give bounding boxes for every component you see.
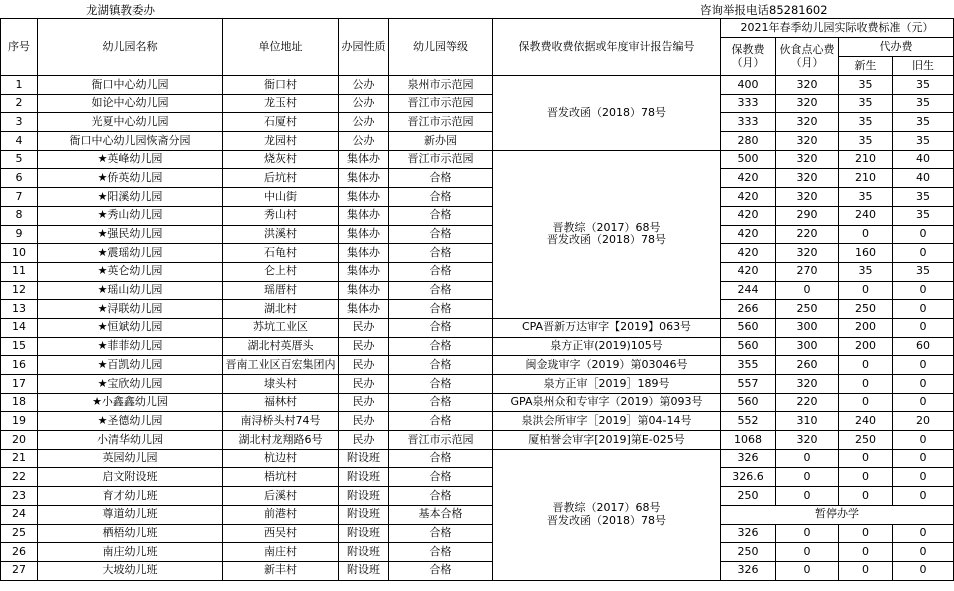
cell-old: 35 <box>893 206 954 225</box>
cell-address: 福林村 <box>223 393 339 412</box>
cell-name: 尊道幼儿班 <box>38 505 223 524</box>
cell-name: 衙口中心幼儿园 <box>38 76 223 95</box>
cell-meal: 320 <box>776 188 839 207</box>
hotline-label: 咨询举报电话85281602 <box>700 3 828 17</box>
cell-meal: 320 <box>776 150 839 169</box>
cell-new: 35 <box>839 113 893 132</box>
cell-new: 35 <box>839 262 893 281</box>
cell-old: 60 <box>893 337 954 356</box>
cell-old: 0 <box>893 356 954 375</box>
cell-meal: 290 <box>776 206 839 225</box>
cell-nature: 公办 <box>339 94 389 113</box>
table-row <box>1 431 954 450</box>
cell-seq: 14 <box>1 318 38 337</box>
table-row <box>1 225 954 244</box>
table-row <box>1 318 954 337</box>
cell-name: ★浔联幼儿园 <box>38 300 223 319</box>
col-tuition: 保教费（月） <box>721 38 776 76</box>
cell-name: 英园幼儿园 <box>38 449 223 468</box>
cell-nature: 民办 <box>339 318 389 337</box>
cell-nature: 附设班 <box>339 505 389 524</box>
cell-seq: 8 <box>1 206 38 225</box>
sheet-header <box>0 0 954 18</box>
cell-new: 210 <box>839 169 893 188</box>
cell-nature: 公办 <box>339 132 389 151</box>
table-row <box>1 468 954 487</box>
cell-nature: 集体办 <box>339 150 389 169</box>
cell-level: 合格 <box>389 375 493 394</box>
cell-meal: 270 <box>776 262 839 281</box>
cell-nature: 民办 <box>339 375 389 394</box>
cell-name: ★瑶山幼儿园 <box>38 281 223 300</box>
cell-new: 0 <box>839 393 893 412</box>
cell-seq: 16 <box>1 356 38 375</box>
cell-seq: 20 <box>1 431 38 450</box>
cell-address: 苏坑工业区 <box>223 318 339 337</box>
cell-level: 合格 <box>389 244 493 263</box>
cell-nature: 民办 <box>339 356 389 375</box>
table-row <box>1 94 954 113</box>
table-row <box>1 449 954 468</box>
cell-address: 龙玉村 <box>223 94 339 113</box>
cell-meal: 0 <box>776 561 839 580</box>
cell-old: 0 <box>893 487 954 506</box>
cell-level: 合格 <box>389 169 493 188</box>
table-row <box>1 188 954 207</box>
basis-line: 晋发改函（2018）78号 <box>547 513 666 527</box>
cell-nature: 民办 <box>339 337 389 356</box>
cell-name: ★英峰幼儿园 <box>38 150 223 169</box>
cell-seq: 11 <box>1 262 38 281</box>
cell-meal: 320 <box>776 244 839 263</box>
col-meal: 伙食点心费（月） <box>776 38 839 76</box>
cell-seq: 25 <box>1 524 38 543</box>
cell-tuition: 326 <box>721 561 776 580</box>
cell-tuition: 560 <box>721 393 776 412</box>
cell-meal: 0 <box>776 543 839 562</box>
cell-new: 35 <box>839 188 893 207</box>
cell-level: 新办园 <box>389 132 493 151</box>
cell-address: 后溪村 <box>223 487 339 506</box>
cell-level: 合格 <box>389 281 493 300</box>
cell-new: 200 <box>839 337 893 356</box>
cell-name: ★菲菲幼儿园 <box>38 337 223 356</box>
cell-old: 0 <box>893 468 954 487</box>
cell-tuition: 250 <box>721 487 776 506</box>
cell-seq: 13 <box>1 300 38 319</box>
table-row <box>1 132 954 151</box>
table-row <box>1 113 954 132</box>
cell-new: 0 <box>839 281 893 300</box>
cell-level: 合格 <box>389 487 493 506</box>
col-basis: 保教费收费依据或年度审计报告编号 <box>493 19 721 76</box>
cell-nature: 附设班 <box>339 543 389 562</box>
cell-old: 35 <box>893 113 954 132</box>
cell-level: 合格 <box>389 262 493 281</box>
cell-meal: 0 <box>776 524 839 543</box>
cell-seq: 27 <box>1 561 38 580</box>
table-row <box>1 487 954 506</box>
cell-name: 光夏中心幼儿园 <box>38 113 223 132</box>
table-row <box>1 150 954 169</box>
cell-address: 秀山村 <box>223 206 339 225</box>
cell-level: 合格 <box>389 356 493 375</box>
cell-new: 0 <box>839 375 893 394</box>
cell-new: 35 <box>839 94 893 113</box>
col-standard: 2021年春季幼儿园实际收费标准（元） <box>721 19 954 38</box>
cell-level: 晋江市示范园 <box>389 150 493 169</box>
cell-address: 石龟村 <box>223 244 339 263</box>
cell-basis: CPA晋新万达审字【2019】063号 <box>493 318 721 337</box>
col-seq: 序号 <box>1 19 38 76</box>
cell-name: 栖梧幼儿班 <box>38 524 223 543</box>
cell-address: 洪溪村 <box>223 225 339 244</box>
cell-new: 240 <box>839 412 893 431</box>
cell-new: 250 <box>839 431 893 450</box>
cell-old: 40 <box>893 169 954 188</box>
cell-old: 0 <box>893 431 954 450</box>
cell-meal: 300 <box>776 318 839 337</box>
cell-name: 南庄幼儿班 <box>38 543 223 562</box>
cell-address: 前港村 <box>223 505 339 524</box>
cell-seq: 21 <box>1 449 38 468</box>
cell-name: ★圣德幼儿园 <box>38 412 223 431</box>
cell-name: 大坡幼儿班 <box>38 561 223 580</box>
cell-meal: 300 <box>776 337 839 356</box>
cell-seq: 24 <box>1 505 38 524</box>
cell-level: 合格 <box>389 188 493 207</box>
cell-nature: 集体办 <box>339 300 389 319</box>
cell-old: 35 <box>893 76 954 95</box>
cell-address: 中山街 <box>223 188 339 207</box>
table-row <box>1 206 954 225</box>
basis-line: 晋发改函（2018）78号 <box>547 233 666 247</box>
cell-address: 龙园村 <box>223 132 339 151</box>
col-address: 单位地址 <box>223 19 339 76</box>
cell-seq: 1 <box>1 76 38 95</box>
cell-basis: 闽金珑审字（2019）第03046号 <box>493 356 721 375</box>
col-level: 幼儿园等级 <box>389 19 493 76</box>
cell-basis: 泉方正审(2019)105号 <box>493 337 721 356</box>
cell-tuition: 420 <box>721 262 776 281</box>
table-row <box>1 375 954 394</box>
cell-old: 0 <box>893 561 954 580</box>
cell-basis: GPA泉州众和专审字（2019）第093号 <box>493 393 721 412</box>
cell-address: 后坑村 <box>223 169 339 188</box>
cell-level: 晋江市示范园 <box>389 431 493 450</box>
cell-tuition: 333 <box>721 94 776 113</box>
cell-nature: 附设班 <box>339 468 389 487</box>
cell-name: 衙口中心幼儿园恢斋分园 <box>38 132 223 151</box>
cell-new: 210 <box>839 150 893 169</box>
cell-address: 湖北村 <box>223 300 339 319</box>
cell-seq: 18 <box>1 393 38 412</box>
cell-level: 合格 <box>389 468 493 487</box>
table-row <box>1 524 954 543</box>
cell-address: 瑶厝村 <box>223 281 339 300</box>
table-row <box>1 262 954 281</box>
cell-new: 0 <box>839 225 893 244</box>
cell-meal: 260 <box>776 356 839 375</box>
cell-new: 0 <box>839 487 893 506</box>
col-old: 旧生 <box>893 57 954 76</box>
cell-address: 衙口村 <box>223 76 339 95</box>
cell-name: 育才幼儿班 <box>38 487 223 506</box>
cell-meal: 320 <box>776 94 839 113</box>
cell-seq: 22 <box>1 468 38 487</box>
cell-address: 石厦村 <box>223 113 339 132</box>
cell-old: 0 <box>893 225 954 244</box>
cell-old: 0 <box>893 543 954 562</box>
cell-meal: 250 <box>776 300 839 319</box>
table-row <box>1 356 954 375</box>
col-name: 幼儿园名称 <box>38 19 223 76</box>
cell-name: ★强民幼儿园 <box>38 225 223 244</box>
cell-nature: 集体办 <box>339 169 389 188</box>
cell-level: 合格 <box>389 449 493 468</box>
table-body <box>1 76 954 581</box>
cell-meal: 320 <box>776 169 839 188</box>
cell-meal: 0 <box>776 449 839 468</box>
cell-name: ★恒斌幼儿园 <box>38 318 223 337</box>
cell-meal: 0 <box>776 281 839 300</box>
cell-old: 35 <box>893 262 954 281</box>
cell-tuition: 250 <box>721 543 776 562</box>
cell-level: 合格 <box>389 206 493 225</box>
cell-address: 杭边村 <box>223 449 339 468</box>
cell-tuition: 355 <box>721 356 776 375</box>
cell-seq: 23 <box>1 487 38 506</box>
cell-seq: 26 <box>1 543 38 562</box>
cell-new: 0 <box>839 356 893 375</box>
cell-meal: 320 <box>776 431 839 450</box>
cell-meal: 310 <box>776 412 839 431</box>
cell-basis: 泉方正审［2019］189号 <box>493 375 721 394</box>
cell-old: 20 <box>893 412 954 431</box>
cell-meal: 0 <box>776 487 839 506</box>
cell-tuition: 280 <box>721 132 776 151</box>
cell-level: 合格 <box>389 225 493 244</box>
cell-tuition: 1068 <box>721 431 776 450</box>
cell-name: ★小鑫鑫幼儿园 <box>38 393 223 412</box>
cell-new: 200 <box>839 318 893 337</box>
cell-meal: 320 <box>776 76 839 95</box>
cell-name: ★英仑幼儿园 <box>38 262 223 281</box>
cell-name: ★震瑶幼儿园 <box>38 244 223 263</box>
cell-level: 合格 <box>389 561 493 580</box>
cell-new: 0 <box>839 468 893 487</box>
table-row <box>1 169 954 188</box>
cell-nature: 公办 <box>339 113 389 132</box>
cell-name: ★阳溪幼儿园 <box>38 188 223 207</box>
cell-address: 埭头村 <box>223 375 339 394</box>
cell-nature: 集体办 <box>339 206 389 225</box>
cell-seq: 3 <box>1 113 38 132</box>
cell-name: 如论中心幼儿园 <box>38 94 223 113</box>
cell-tuition: 552 <box>721 412 776 431</box>
cell-old: 0 <box>893 449 954 468</box>
cell-nature: 集体办 <box>339 281 389 300</box>
cell-address: 新丰村 <box>223 561 339 580</box>
basis-line: 晋教综（2017）68号 <box>552 501 661 515</box>
cell-new: 0 <box>839 449 893 468</box>
table-row <box>1 393 954 412</box>
cell-level: 合格 <box>389 393 493 412</box>
cell-address: 西吴村 <box>223 524 339 543</box>
cell-seq: 4 <box>1 132 38 151</box>
cell-name: ★侨英幼儿园 <box>38 169 223 188</box>
table-row <box>1 543 954 562</box>
cell-nature: 附设班 <box>339 487 389 506</box>
cell-old: 0 <box>893 281 954 300</box>
cell-address: 湖北村龙翔路6号 <box>223 431 339 450</box>
cell-seq: 17 <box>1 375 38 394</box>
cell-meal: 320 <box>776 132 839 151</box>
cell-nature: 附设班 <box>339 561 389 580</box>
issuer-label: 龙湖镇教委办 <box>86 3 155 17</box>
cell-seq: 5 <box>1 150 38 169</box>
cell-tuition: 557 <box>721 375 776 394</box>
table-row <box>1 300 954 319</box>
cell-seq: 12 <box>1 281 38 300</box>
cell-new: 35 <box>839 132 893 151</box>
table-row <box>1 412 954 431</box>
cell-tuition: 500 <box>721 150 776 169</box>
cell-tuition: 326.6 <box>721 468 776 487</box>
table-row <box>1 561 954 580</box>
cell-nature: 公办 <box>339 76 389 95</box>
cell-old: 35 <box>893 188 954 207</box>
cell-tuition: 333 <box>721 113 776 132</box>
cell-seq: 9 <box>1 225 38 244</box>
cell-old: 0 <box>893 393 954 412</box>
table-row <box>1 505 954 524</box>
cell-nature: 集体办 <box>339 244 389 263</box>
cell-basis-group <box>493 150 721 318</box>
cell-address: 烧灰村 <box>223 150 339 169</box>
cell-level: 泉州市示范园 <box>389 76 493 95</box>
cell-new: 250 <box>839 300 893 319</box>
cell-address: 晋南工业区百宏集团内 <box>223 356 339 375</box>
cell-new: 35 <box>839 76 893 95</box>
col-new: 新生 <box>839 57 893 76</box>
cell-new: 0 <box>839 524 893 543</box>
cell-meal: 0 <box>776 468 839 487</box>
cell-meal: 220 <box>776 225 839 244</box>
cell-new: 0 <box>839 561 893 580</box>
cell-tuition: 266 <box>721 300 776 319</box>
cell-meal: 320 <box>776 375 839 394</box>
cell-old: 0 <box>893 300 954 319</box>
cell-tuition: 326 <box>721 449 776 468</box>
cell-old: 0 <box>893 318 954 337</box>
cell-level: 晋江市示范园 <box>389 94 493 113</box>
cell-nature: 集体办 <box>339 262 389 281</box>
cell-new: 0 <box>839 543 893 562</box>
cell-name: ★宝欣幼儿园 <box>38 375 223 394</box>
cell-old: 35 <box>893 132 954 151</box>
cell-level: 合格 <box>389 524 493 543</box>
cell-level: 合格 <box>389 412 493 431</box>
cell-seq: 15 <box>1 337 38 356</box>
cell-tuition: 244 <box>721 281 776 300</box>
cell-name: 启文附设班 <box>38 468 223 487</box>
table-row <box>1 281 954 300</box>
cell-address: 梧坑村 <box>223 468 339 487</box>
cell-nature: 附设班 <box>339 524 389 543</box>
cell-tuition: 326 <box>721 524 776 543</box>
cell-new: 160 <box>839 244 893 263</box>
cell-old: 40 <box>893 150 954 169</box>
cell-nature: 民办 <box>339 431 389 450</box>
cell-meal: 220 <box>776 393 839 412</box>
cell-tuition: 420 <box>721 225 776 244</box>
cell-name: ★秀山幼儿园 <box>38 206 223 225</box>
cell-address: 南庄村 <box>223 543 339 562</box>
cell-name: ★百凯幼儿园 <box>38 356 223 375</box>
cell-seq: 6 <box>1 169 38 188</box>
cell-level: 合格 <box>389 318 493 337</box>
cell-level: 晋江市示范园 <box>389 113 493 132</box>
cell-tuition: 560 <box>721 337 776 356</box>
fee-table <box>0 18 954 581</box>
cell-tuition: 420 <box>721 244 776 263</box>
cell-nature: 民办 <box>339 412 389 431</box>
cell-old: 35 <box>893 94 954 113</box>
cell-address: 南浔桥头村74号 <box>223 412 339 431</box>
basis-line: 晋教综（2017）68号 <box>552 220 661 234</box>
cell-nature: 民办 <box>339 393 389 412</box>
table-row <box>1 76 954 95</box>
table-row <box>1 244 954 263</box>
cell-new: 240 <box>839 206 893 225</box>
cell-tuition: 420 <box>721 206 776 225</box>
cell-meal: 320 <box>776 113 839 132</box>
cell-old: 0 <box>893 375 954 394</box>
cell-nature: 集体办 <box>339 225 389 244</box>
cell-tuition: 400 <box>721 76 776 95</box>
cell-nature: 附设班 <box>339 449 389 468</box>
col-agency: 代办费 <box>839 38 954 57</box>
cell-basis-group: 晋发改函（2018）78号 <box>493 76 721 151</box>
cell-level: 合格 <box>389 543 493 562</box>
cell-basis-group <box>493 449 721 580</box>
cell-name: 小清华幼儿园 <box>38 431 223 450</box>
cell-tuition: 420 <box>721 169 776 188</box>
cell-old: 0 <box>893 524 954 543</box>
cell-basis: 厦柏誉会审字[2019]第E-025号 <box>493 431 721 450</box>
cell-level: 合格 <box>389 337 493 356</box>
cell-seq: 2 <box>1 94 38 113</box>
cell-level: 基本合格 <box>389 505 493 524</box>
cell-seq: 19 <box>1 412 38 431</box>
cell-seq: 10 <box>1 244 38 263</box>
cell-level: 合格 <box>389 300 493 319</box>
col-nature: 办园性质 <box>339 19 389 76</box>
cell-address: 湖北村英厝头 <box>223 337 339 356</box>
cell-basis: 泉洪会所审字［2019］第04-14号 <box>493 412 721 431</box>
cell-suspended: 暂停办学 <box>721 505 954 524</box>
cell-tuition: 420 <box>721 188 776 207</box>
table-row <box>1 337 954 356</box>
cell-address: 仑上村 <box>223 262 339 281</box>
cell-tuition: 560 <box>721 318 776 337</box>
cell-seq: 7 <box>1 188 38 207</box>
cell-nature: 集体办 <box>339 188 389 207</box>
cell-old: 0 <box>893 244 954 263</box>
